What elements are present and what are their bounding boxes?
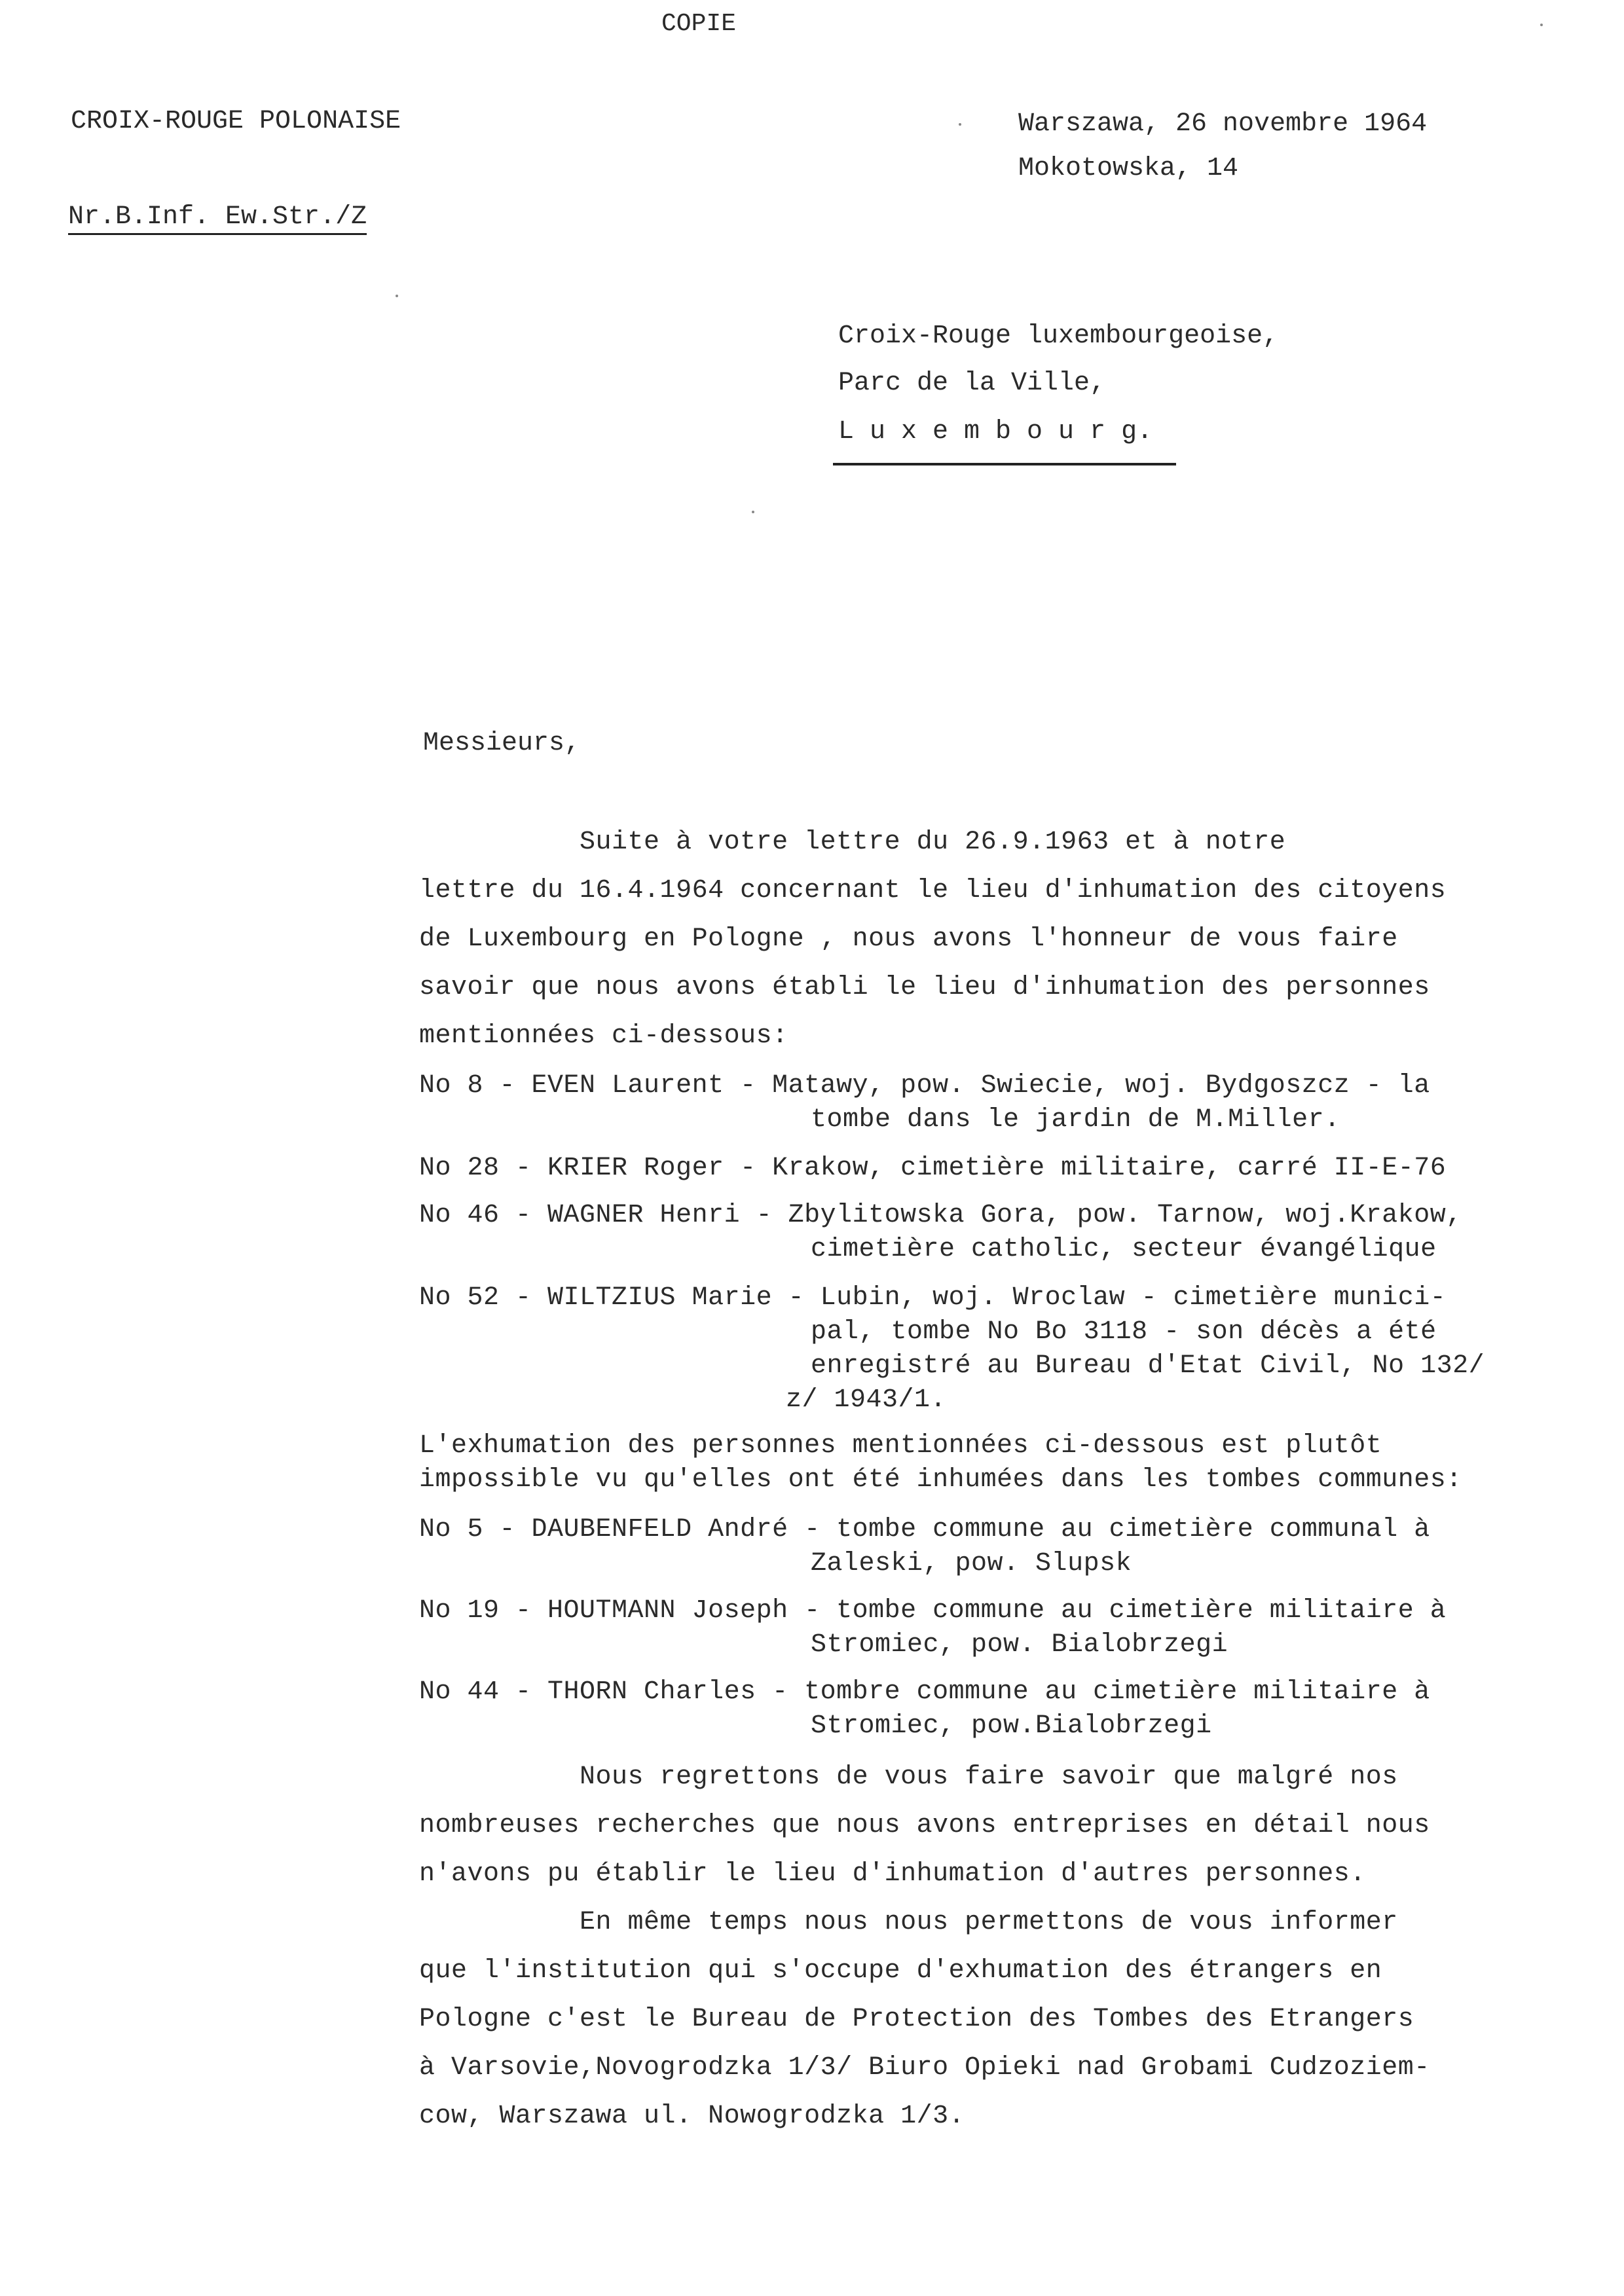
located-entry: No 8 - EVEN Laurent - Matawy, pow. Swiecie, woj. Bydgoszcz - la [419,1071,1430,1101]
common-grave-entry: No 19 - HOUTMANN Joseph - tombe commune au cimetière militaire à [419,1596,1447,1626]
copy-mark: COPIE [661,10,737,38]
common-grave-continuation: Stromiec, pow.Bialobrzegi [811,1711,1212,1741]
exhumation-note-line: impossible vu qu'elles ont été inhumées dans les tombes communes: [419,1465,1462,1495]
located-entry-continuation: cimetière catholic, secteur évangélique [811,1235,1437,1264]
closing-line: En même temps nous nous permettons de vous informer [419,1908,1398,1937]
located-entry: No 46 - WAGNER Henri - Zbylitowska Gora, pow. Tarnow, woj.Krakow, [419,1201,1462,1230]
place-date: Warszawa, 26 novembre 1964 [1018,109,1428,139]
common-grave-entry: No 44 - THORN Charles - tombre commune au cimetière militaire à [419,1677,1430,1707]
located-entry-continuation: z/ 1943/1. [786,1385,947,1415]
recipient-line-2: Parc de la Ville, [838,369,1106,398]
recipient-line-3: L u x e m b o u r g. [838,417,1153,446]
closing-line: n'avons pu établir le lieu d'inhumation d'autres personnes. [419,1859,1366,1889]
sender-address: Mokotowska, 14 [1018,154,1239,183]
recipient-line-1: Croix-Rouge luxembourgeoise, [838,321,1279,351]
common-grave-continuation: Stromiec, pow. Bialobrzegi [811,1630,1228,1660]
intro-line: de Luxembourg en Pologne , nous avons l'honneur de vous faire [419,924,1398,954]
common-grave-continuation: Zaleski, pow. Slupsk [811,1549,1132,1578]
scan-speck [1540,24,1543,26]
intro-line: savoir que nous avons établi le lieu d'inhumation des personnes [419,973,1430,1002]
closing-line: Pologne c'est le Bureau de Protection des Tombes des Etrangers [419,2005,1414,2034]
sender-name: CROIX-ROUGE POLONAISE [71,107,401,136]
recipient-underline [833,463,1176,465]
closing-line: nombreuses recherches que nous avons entreprises en détail nous [419,1811,1430,1840]
closing-line: cow, Warszawa ul. Nowogrodzka 1/3. [419,2102,965,2131]
exhumation-note-line: L'exhumation des personnes mentionnées ci-dessous est plutôt [419,1431,1382,1461]
located-entry-continuation: pal, tombe No Bo 3118 - son décès a été [811,1317,1437,1347]
closing-line: à Varsovie,Novogrodzka 1/3/ Biuro Opieki nad Grobami Cudzoziem- [419,2053,1430,2083]
scan-speck [752,511,754,513]
reference-number: Nr.B.Inf. Ew.Str./Z [68,204,367,235]
closing-line: que l'institution qui s'occupe d'exhumation des étrangers en [419,1956,1382,1986]
located-entry-continuation: tombe dans le jardin de M.Miller. [811,1105,1340,1135]
salutation: Messieurs, [423,729,581,758]
intro-line: mentionnées ci-dessous: [419,1021,788,1051]
closing-line: Nous regrettons de vous faire savoir que malgré nos [419,1762,1398,1792]
scan-speck [396,295,398,297]
located-entry: No 28 - KRIER Roger - Krakow, cimetière militaire, carré II-E-76 [419,1154,1447,1183]
intro-line: Suite à votre lettre du 26.9.1963 et à notre [419,828,1286,857]
intro-line: lettre du 16.4.1964 concernant le lieu d'inhumation des citoyens [419,876,1447,905]
scan-speck [959,123,961,126]
located-entry: No 52 - WILTZIUS Marie - Lubin, woj. Wroclaw - cimetière munici- [419,1283,1447,1313]
located-entry-continuation: enregistré au Bureau d'Etat Civil, No 132/ [811,1351,1485,1381]
common-grave-entry: No 5 - DAUBENFELD André - tombe commune au cimetière communal à [419,1515,1430,1544]
